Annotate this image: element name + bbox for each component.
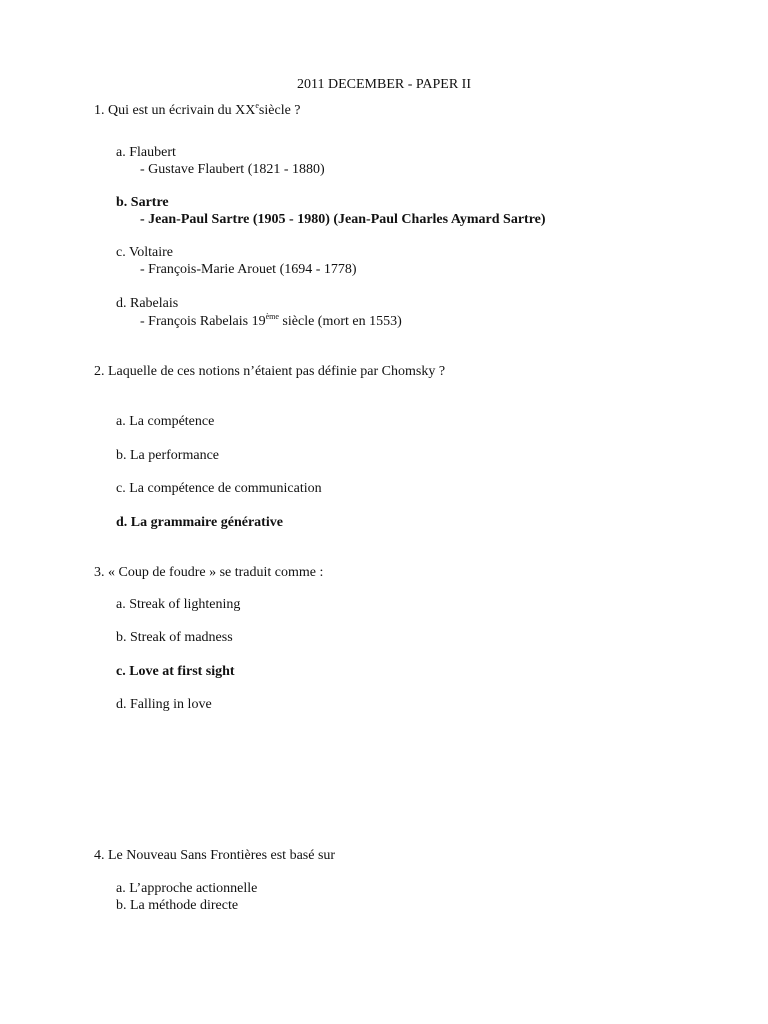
question-1 — [94, 103, 301, 119]
question-2: 2. Laquelle de ces notions n’étaient pas définie par Chomsky ? — [94, 364, 446, 379]
q2-option-a: a. La compétence — [116, 414, 215, 429]
q4-option-b: b. La méthode directe — [116, 898, 239, 913]
question-1-text: 1. Qui est un écrivain du XX — [94, 103, 256, 118]
q4-option-a: a. L’approche actionnelle — [116, 881, 258, 896]
q1-option-d-detail — [140, 314, 402, 330]
q1-option-d: d. Rabelais — [116, 296, 179, 311]
q3-option-d: d. Falling in love — [116, 697, 212, 712]
q3-option-a: a. Streak of lightening — [116, 597, 241, 612]
q2-option-b: b. La performance — [116, 448, 219, 463]
question-3: 3. « Coup de foudre » se traduit comme : — [94, 565, 324, 580]
q2-option-c: c. La compétence de communication — [116, 481, 322, 496]
question-1-text-end: siècle ? — [258, 103, 301, 118]
document-title: 2011 DECEMBER - PAPER II — [297, 77, 471, 92]
q1-option-b-detail: - Jean-Paul Sartre (1905 - 1980) (Jean-Paul Charles Aymard Sartre) — [140, 212, 546, 227]
q1-option-c: c. Voltaire — [116, 245, 174, 260]
q1-option-d-detail-text: - François Rabelais 19 — [140, 314, 266, 329]
question-4: 4. Le Nouveau Sans Frontières est basé sur — [94, 848, 336, 863]
q1-option-b: b. Sartre — [116, 195, 169, 210]
q3-option-b: b. Streak of madness — [116, 630, 233, 645]
q1-option-a: a. Flaubert — [116, 145, 176, 160]
q1-option-c-detail: - François-Marie Arouet (1694 - 1778) — [140, 262, 357, 277]
q3-option-c: c. Love at first sight — [116, 664, 235, 679]
q1-option-a-detail: - Gustave Flaubert (1821 - 1880) — [140, 162, 325, 177]
q2-option-d: d. La grammaire générative — [116, 515, 283, 530]
q1-option-d-superscript: ème — [265, 312, 279, 321]
q1-option-d-detail-end: siècle (mort en 1553) — [278, 314, 402, 329]
question-1-superscript: e — [255, 101, 259, 110]
